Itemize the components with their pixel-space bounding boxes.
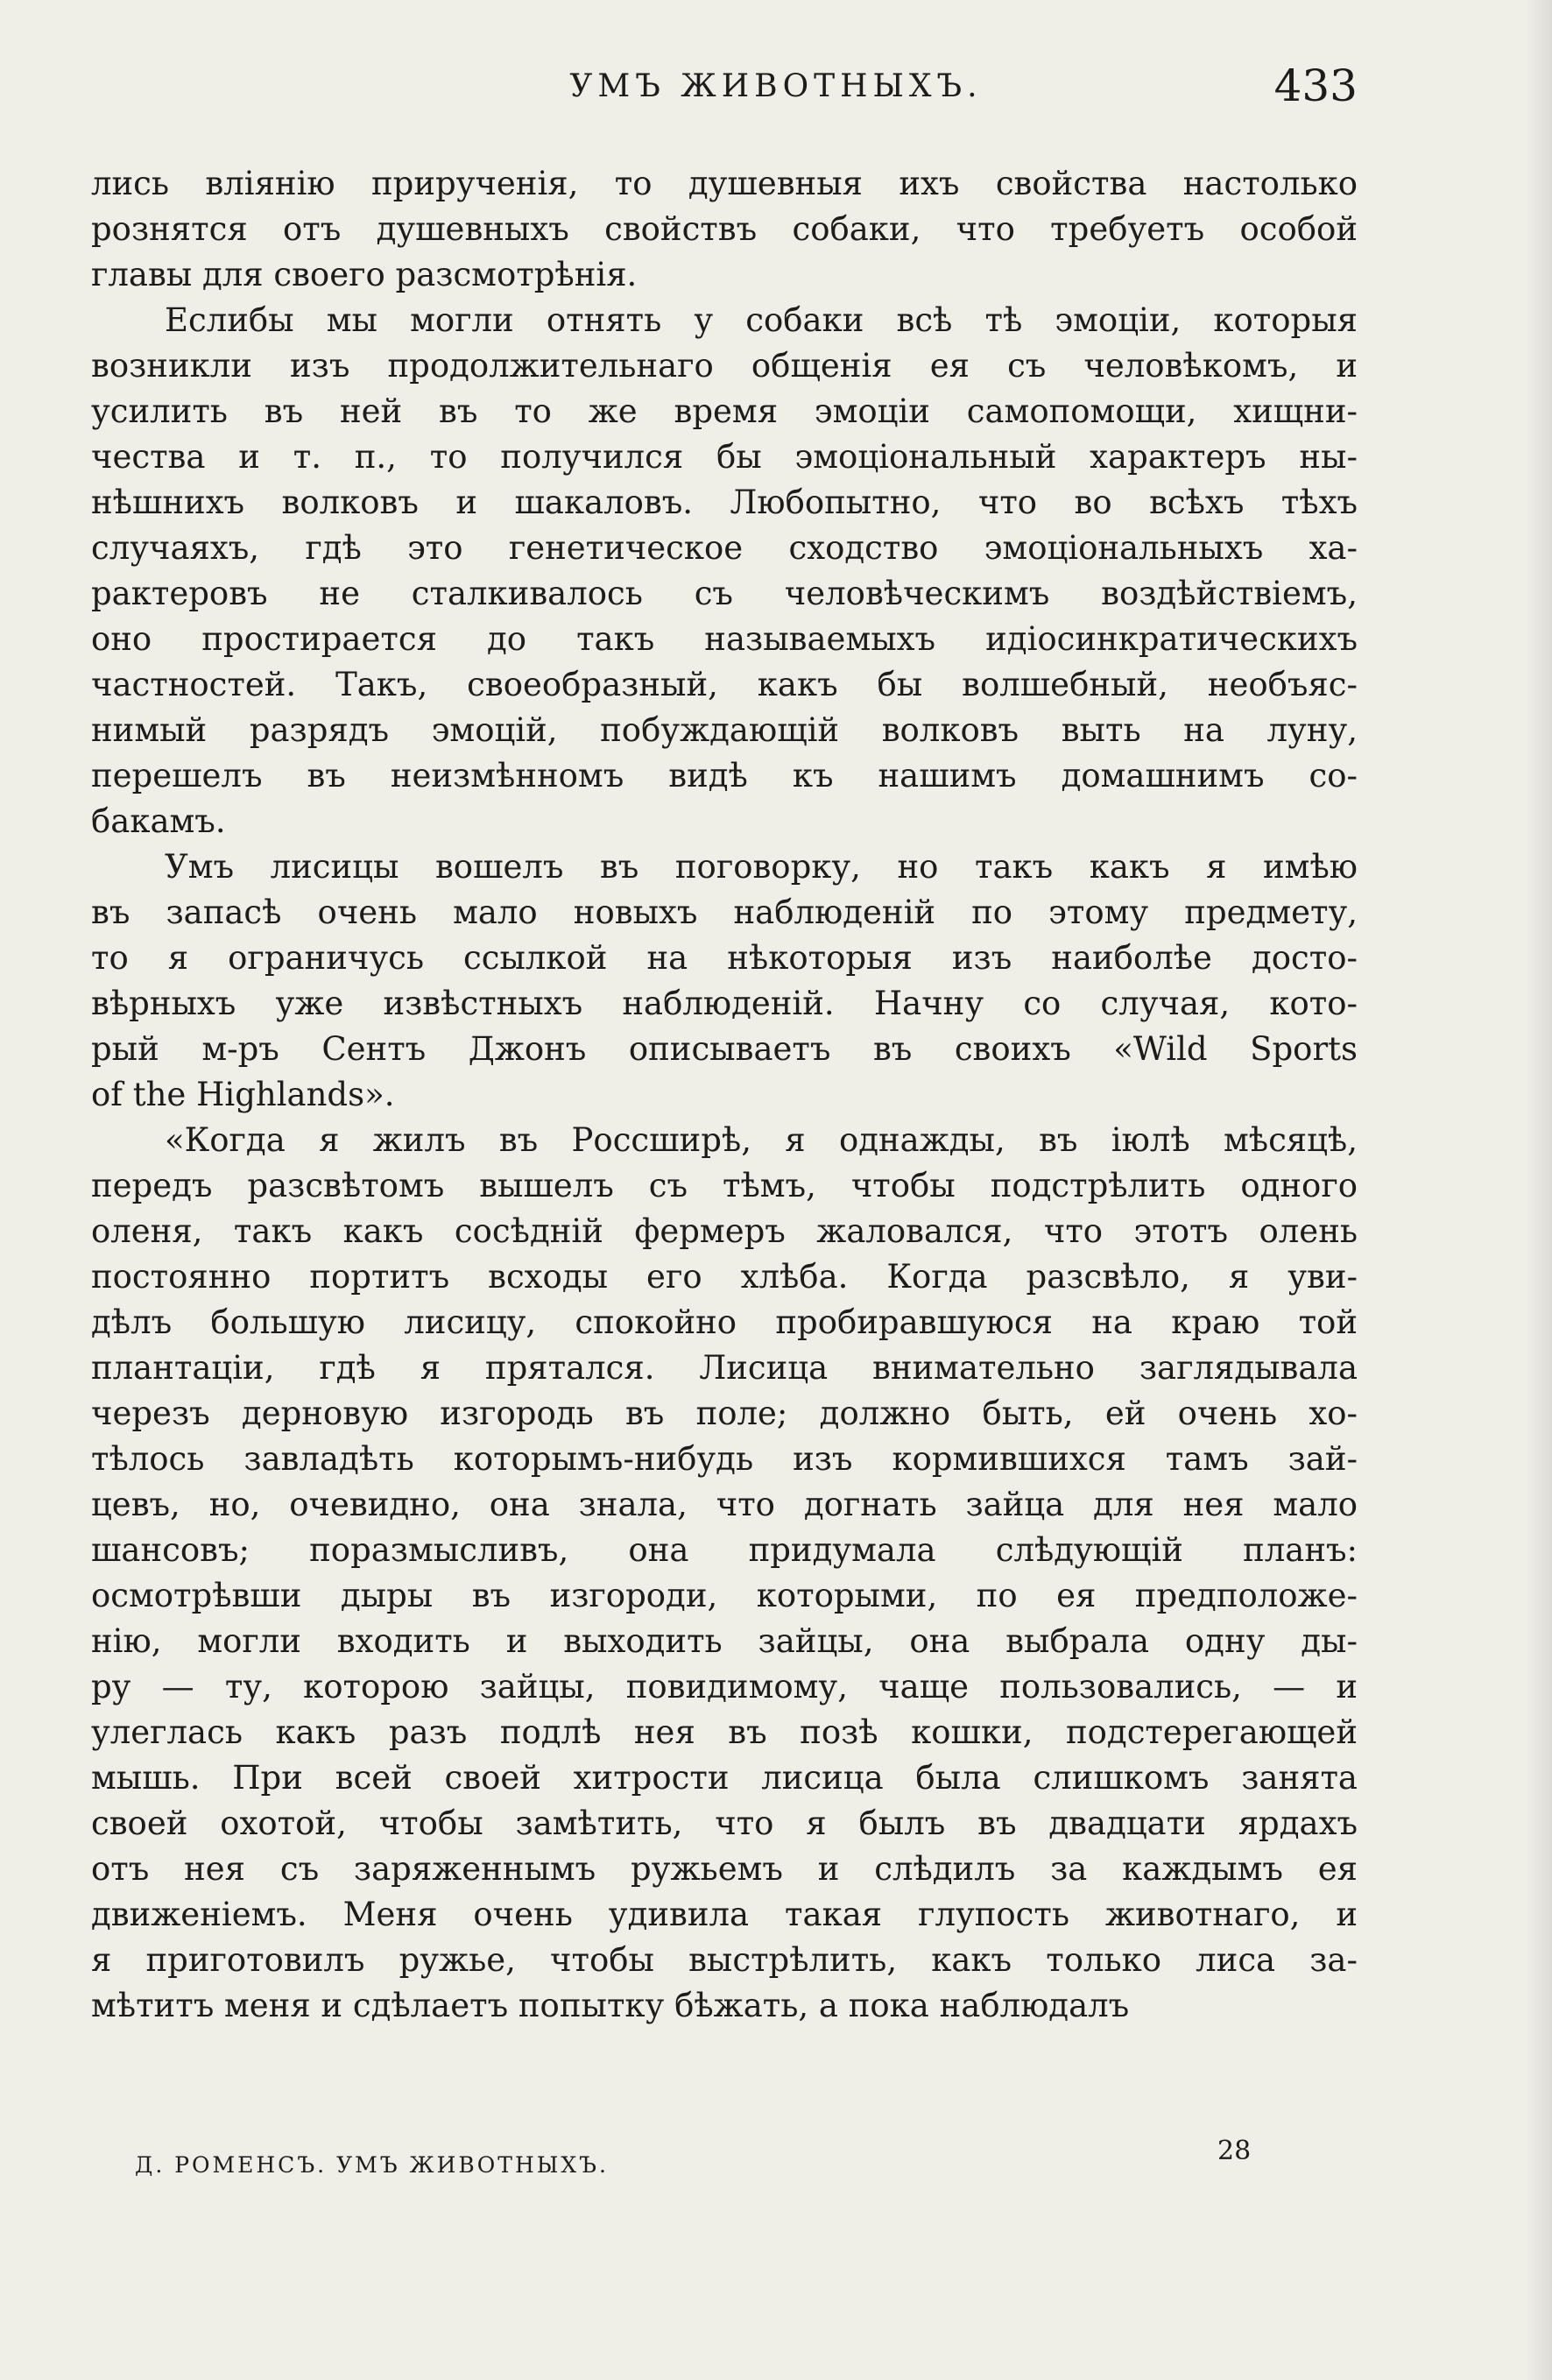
text-line: шансовъ; поразмысливъ, она придумала слѣдующій планъ:	[91, 1531, 1358, 1569]
text-line: оно простирается до такъ называемыхъ идіосинкратическихъ	[91, 620, 1358, 658]
text-line: осмотрѣвши дыры въ изгороди, которыми, по ея предположе-	[91, 1577, 1358, 1614]
text-line: нію, могли входить и выходить зайцы, она выбрала одну ды-	[91, 1622, 1358, 1660]
text-line: возникли изъ продолжительнаго общенія ея съ человѣкомъ, и	[91, 347, 1358, 385]
text-line: черезъ дерновую изгородь въ поле; должно быть, ей очень хо-	[91, 1395, 1358, 1432]
text-line: отъ нея съ заряженнымъ ружьемъ и слѣдилъ за каждымъ ея	[91, 1850, 1358, 1888]
text-line: я приготовилъ ружье, чтобы выстрѣлить, какъ только лиса за-	[91, 1941, 1358, 1979]
text-line: въ запасѣ очень мало новыхъ наблюденій по этому предмету,	[91, 893, 1358, 931]
text-line: рактеровъ не сталкивалось съ человѣческимъ воздѣйствіемъ,	[91, 575, 1358, 612]
running-head	[0, 60, 1552, 121]
text-line: рый м-ръ Сентъ Джонъ описываетъ въ своихъ «Wild Sports	[91, 1030, 1358, 1068]
text-line: передъ разсвѣтомъ вышелъ съ тѣмъ, чтобы подстрѣлить одного	[91, 1167, 1358, 1204]
text-line: постоянно портитъ всходы его хлѣба. Когда разсвѣло, я уви-	[91, 1258, 1358, 1296]
body-text	[91, 161, 1358, 2029]
text-line: оленя, такъ какъ сосѣдній фермеръ жаловался, что этотъ олень	[91, 1212, 1358, 1250]
text-line: Умъ лисицы вошелъ въ поговорку, но такъ какъ я имѣю	[165, 848, 1358, 886]
text-line: случаяхъ, гдѣ это генетическое сходство эмоціональныхъ ха-	[91, 529, 1358, 567]
text-line: рознятся отъ душевныхъ свойствъ собаки, что требуетъ особой	[91, 210, 1358, 248]
text-line: of the Highlands».	[91, 1076, 395, 1113]
signature-mark: Д. РОМЕНСЪ. УМЪ ЖИВОТНЫХЪ.	[135, 2152, 609, 2178]
text-line: плантаціи, гдѣ я прятался. Лисица внимательно заглядывала	[91, 1349, 1358, 1387]
paragraph	[91, 1118, 1358, 2029]
text-line: перешелъ въ неизмѣнномъ видѣ къ нашимъ домашнимъ со-	[91, 757, 1358, 795]
text-line: Еслибы мы могли отнять у собаки всѣ тѣ эмоціи, которыя	[165, 301, 1358, 339]
paragraph	[91, 298, 1358, 844]
text-line: чества и т. п., то получился бы эмоціональный характеръ ны-	[91, 438, 1358, 476]
text-line: мышь. При всей своей хитрости лисица была слишкомъ занята	[91, 1759, 1358, 1797]
text-line: движеніемъ. Меня очень удивила такая глупость животнаго, и	[91, 1896, 1358, 1933]
text-line: бакамъ.	[91, 802, 226, 840]
page-number: 433	[1273, 60, 1358, 111]
text-line: тѣлось завладѣть которымъ-нибудь изъ кормившихся тамъ зай-	[91, 1440, 1358, 1478]
running-title: УМЪ ЖИВОТНЫХЪ.	[569, 68, 983, 104]
text-line: частностей. Такъ, своеобразный, какъ бы волшебный, необъяс-	[91, 666, 1358, 703]
signature-number: 28	[1217, 2136, 1252, 2166]
text-line: усилить въ ней въ то же время эмоціи самопомощи, хищни-	[91, 392, 1358, 430]
text-line: мѣтитъ меня и сдѣлаетъ попытку бѣжать, а пока наблюдалъ	[91, 1987, 1130, 2024]
paragraph	[91, 844, 1358, 1118]
text-line: нѣшнихъ волковъ и шакаловъ. Любопытно, что во всѣхъ тѣхъ	[91, 484, 1358, 521]
text-line: лись вліянію прирученія, то душевныя ихъ свойства настолько	[91, 165, 1358, 202]
text-line: своей охотой, чтобы замѣтить, что я былъ въ двадцати ярдахъ	[91, 1804, 1358, 1842]
text-line: «Когда я жилъ въ Россширѣ, я однажды, въ іюлѣ мѣсяцѣ,	[165, 1121, 1358, 1159]
text-line: главы для своего разсмотрѣнія.	[91, 256, 638, 293]
text-line: улеглась какъ разъ подлѣ нея въ позѣ кошки, подстерегающей	[91, 1713, 1358, 1751]
text-line: цевъ, но, очевидно, она знала, что догнать зайца для нея мало	[91, 1486, 1358, 1523]
text-line: ру — ту, которою зайцы, повидимому, чаще пользовались, — и	[91, 1668, 1358, 1706]
text-line: нимый разрядъ эмоцій, побуждающій волковъ выть на луну,	[91, 711, 1358, 749]
text-line: дѣлъ большую лисицу, спокойно пробиравшуюся на краю той	[91, 1303, 1358, 1341]
paragraph	[91, 161, 1358, 298]
page-edge-shadow	[1526, 0, 1552, 2380]
text-line: то я ограничусь ссылкой на нѣкоторыя изъ наиболѣе досто-	[91, 939, 1358, 977]
text-line: вѣрныхъ уже извѣстныхъ наблюденій. Начну со случая, кото-	[91, 985, 1358, 1022]
